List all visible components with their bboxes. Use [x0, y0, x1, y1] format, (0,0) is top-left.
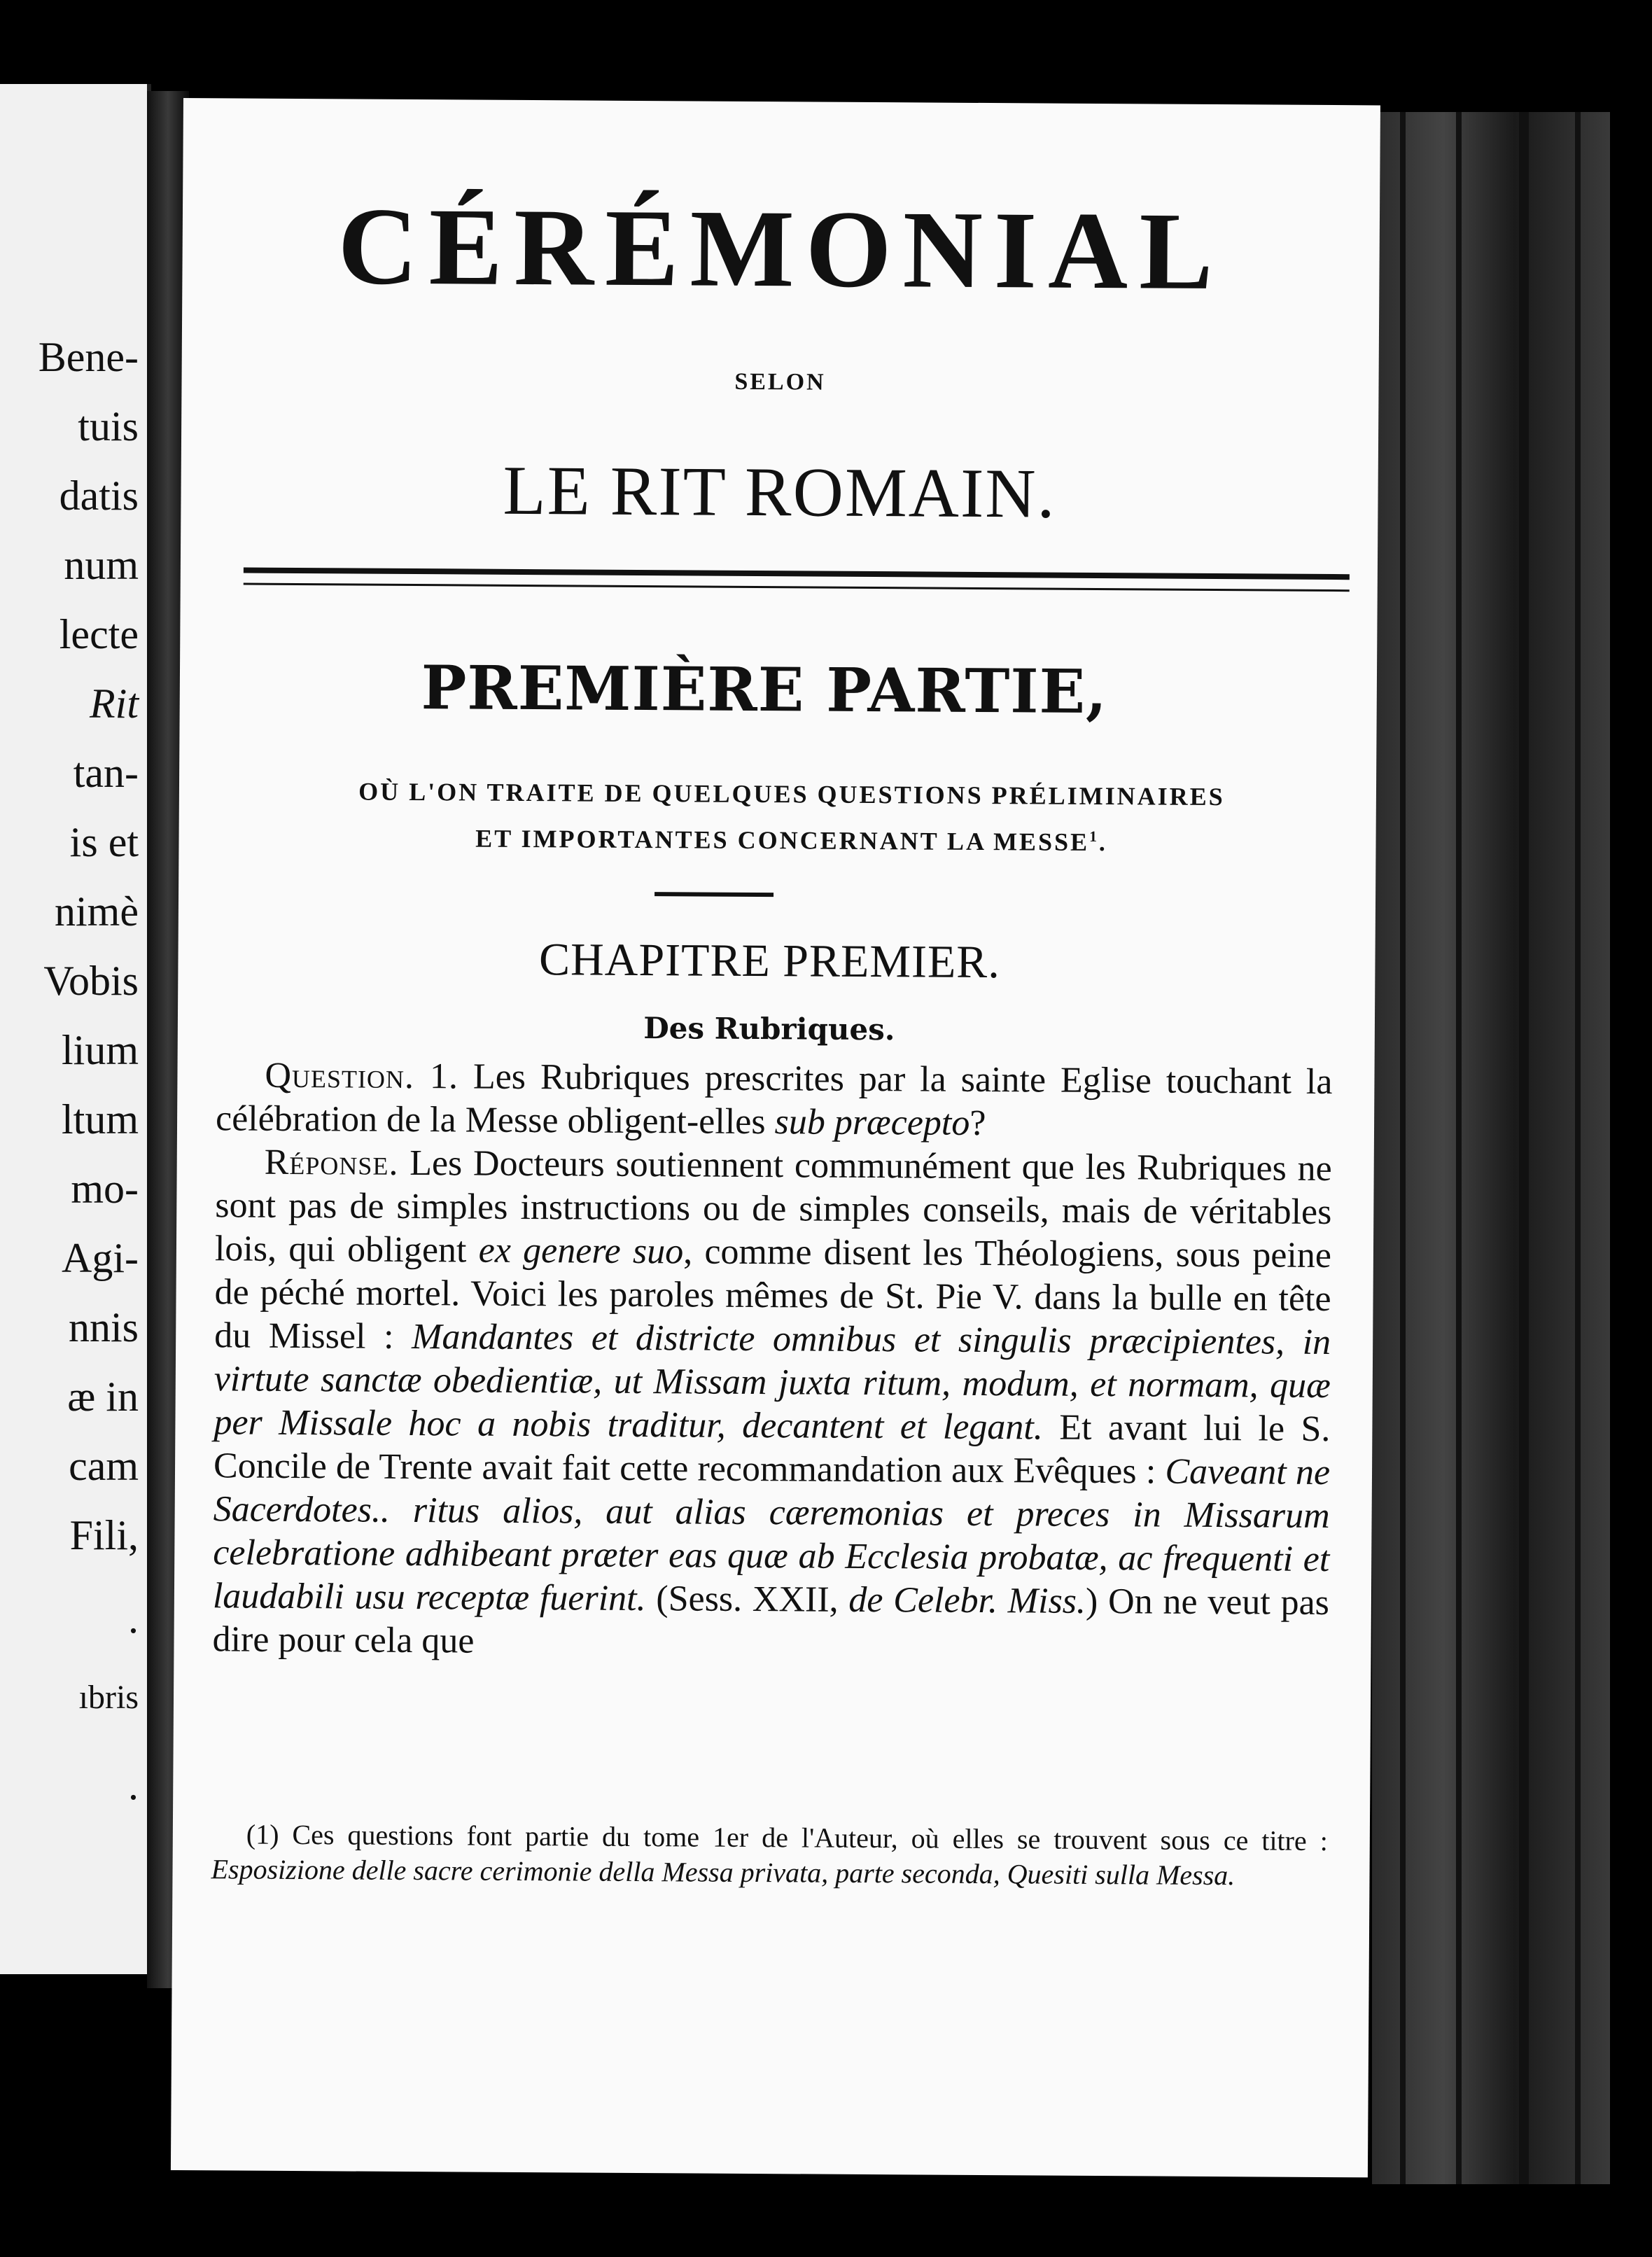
chapter-subtitle: Des Rubriques.	[643, 1011, 895, 1047]
left-page-fragment: Bene-	[38, 334, 139, 380]
part-description	[220, 770, 1362, 864]
part-description-line-1: OÙ L'ON TRAITE DE QUELQUES QUESTIONS PRÉLIMINAIRES	[358, 777, 1225, 811]
answer-paragraph: Réponse. Les Docteurs soutiennent communément que les Rubriques ne sont pas de simples instructions ou de simples conseils, mais de véritables lois, qui obligent ex genere suo, comme disent les Théologiens, sous peine de péché mortel. Voici les paroles mêmes de St. Pie V. dans la bulle en tête du Missel : Mandantes et districte omnibus et singulis præcipientes, in virtute sanctæ obedientiæ, ut Missam juxta ritum, modum, et normam, quæ per Missale hoc a nobis traditur, decantent et legant. Et avant lui le S. Concile de Trente avait fait cette recommandation aux Evêques : Caveant ne Sacerdotes.. ritus alios, aut alias cæremonias et preces in Missarum celebratione adhibeant præter eas quæ ab Ecclesia probatæ, ac frequenti et laudabili usu receptæ fuerint. (Sess. XXII, de Celebr. Miss.) On ne veut pas dire pour cela que	[212, 1142, 1332, 1661]
left-page-fragment: .	[128, 1595, 139, 1642]
footnote-number: (1)	[246, 1818, 279, 1850]
left-page-fragment: cam	[69, 1443, 139, 1489]
question-paragraph: Question. 1. Les Rubriques prescrites par la sainte Eglise touchant la célébration de la Messe obligent-elles sub præcepto?	[215, 1055, 1333, 1144]
left-page-fragment: lium	[61, 1027, 139, 1073]
book-page-edges	[1372, 112, 1610, 2184]
main-page	[171, 98, 1380, 2177]
footnote: (1) Ces questions font partie du tome 1er de l'Auteur, où elles se trouvent sous ce titre : Esposizione delle sacre cerimonie della Messa privata, parte seconda, Quesiti sulla Messa.	[211, 1818, 1328, 1892]
book-title: CÉRÉMONIAL	[337, 185, 1225, 314]
left-page-fragment: nimè	[55, 888, 139, 935]
left-page-fragment: ltum	[61, 1096, 139, 1143]
short-rule-divider	[654, 892, 774, 897]
left-page-fragment: Vobis	[43, 958, 139, 1004]
left-facing-page	[0, 84, 151, 1974]
left-page-fragment: mo-	[71, 1166, 139, 1212]
footnote-marker: 1	[1089, 827, 1099, 846]
left-page-fragment: ıbris	[78, 1679, 139, 1716]
double-rule-divider	[244, 568, 1350, 592]
left-page-fragment: Rit	[90, 680, 139, 727]
left-page-fragment: nnis	[68, 1304, 139, 1350]
title-connector: SELON	[734, 368, 826, 396]
left-page-fragment: lecte	[59, 611, 139, 657]
left-page-fragment: Agi-	[62, 1235, 139, 1281]
left-page-fragment: tan-	[73, 750, 139, 796]
part-description-line-2: ET IMPORTANTES CONCERNANT LA MESSE$^1$.	[475, 824, 1107, 857]
left-page-fragment: tuis	[78, 403, 139, 449]
left-page-fragment: .	[128, 1762, 139, 1808]
left-page-fragment: datis	[59, 473, 139, 519]
left-page-fragment: æ in	[67, 1374, 139, 1420]
book-subtitle: LE RIT ROMAIN.	[503, 451, 1056, 533]
chapter-title: CHAPITRE PREMIER.	[538, 934, 1001, 988]
question-label: Question. 1.	[265, 1055, 459, 1097]
body-text	[212, 1054, 1332, 1668]
answer-label: Réponse.	[264, 1142, 399, 1183]
left-page-fragment: num	[64, 542, 139, 588]
part-title: PREMIÈRE PARTIE,	[421, 652, 1108, 728]
left-page-fragment: Fili,	[69, 1512, 139, 1558]
left-page-fragment: is et	[69, 819, 139, 865]
